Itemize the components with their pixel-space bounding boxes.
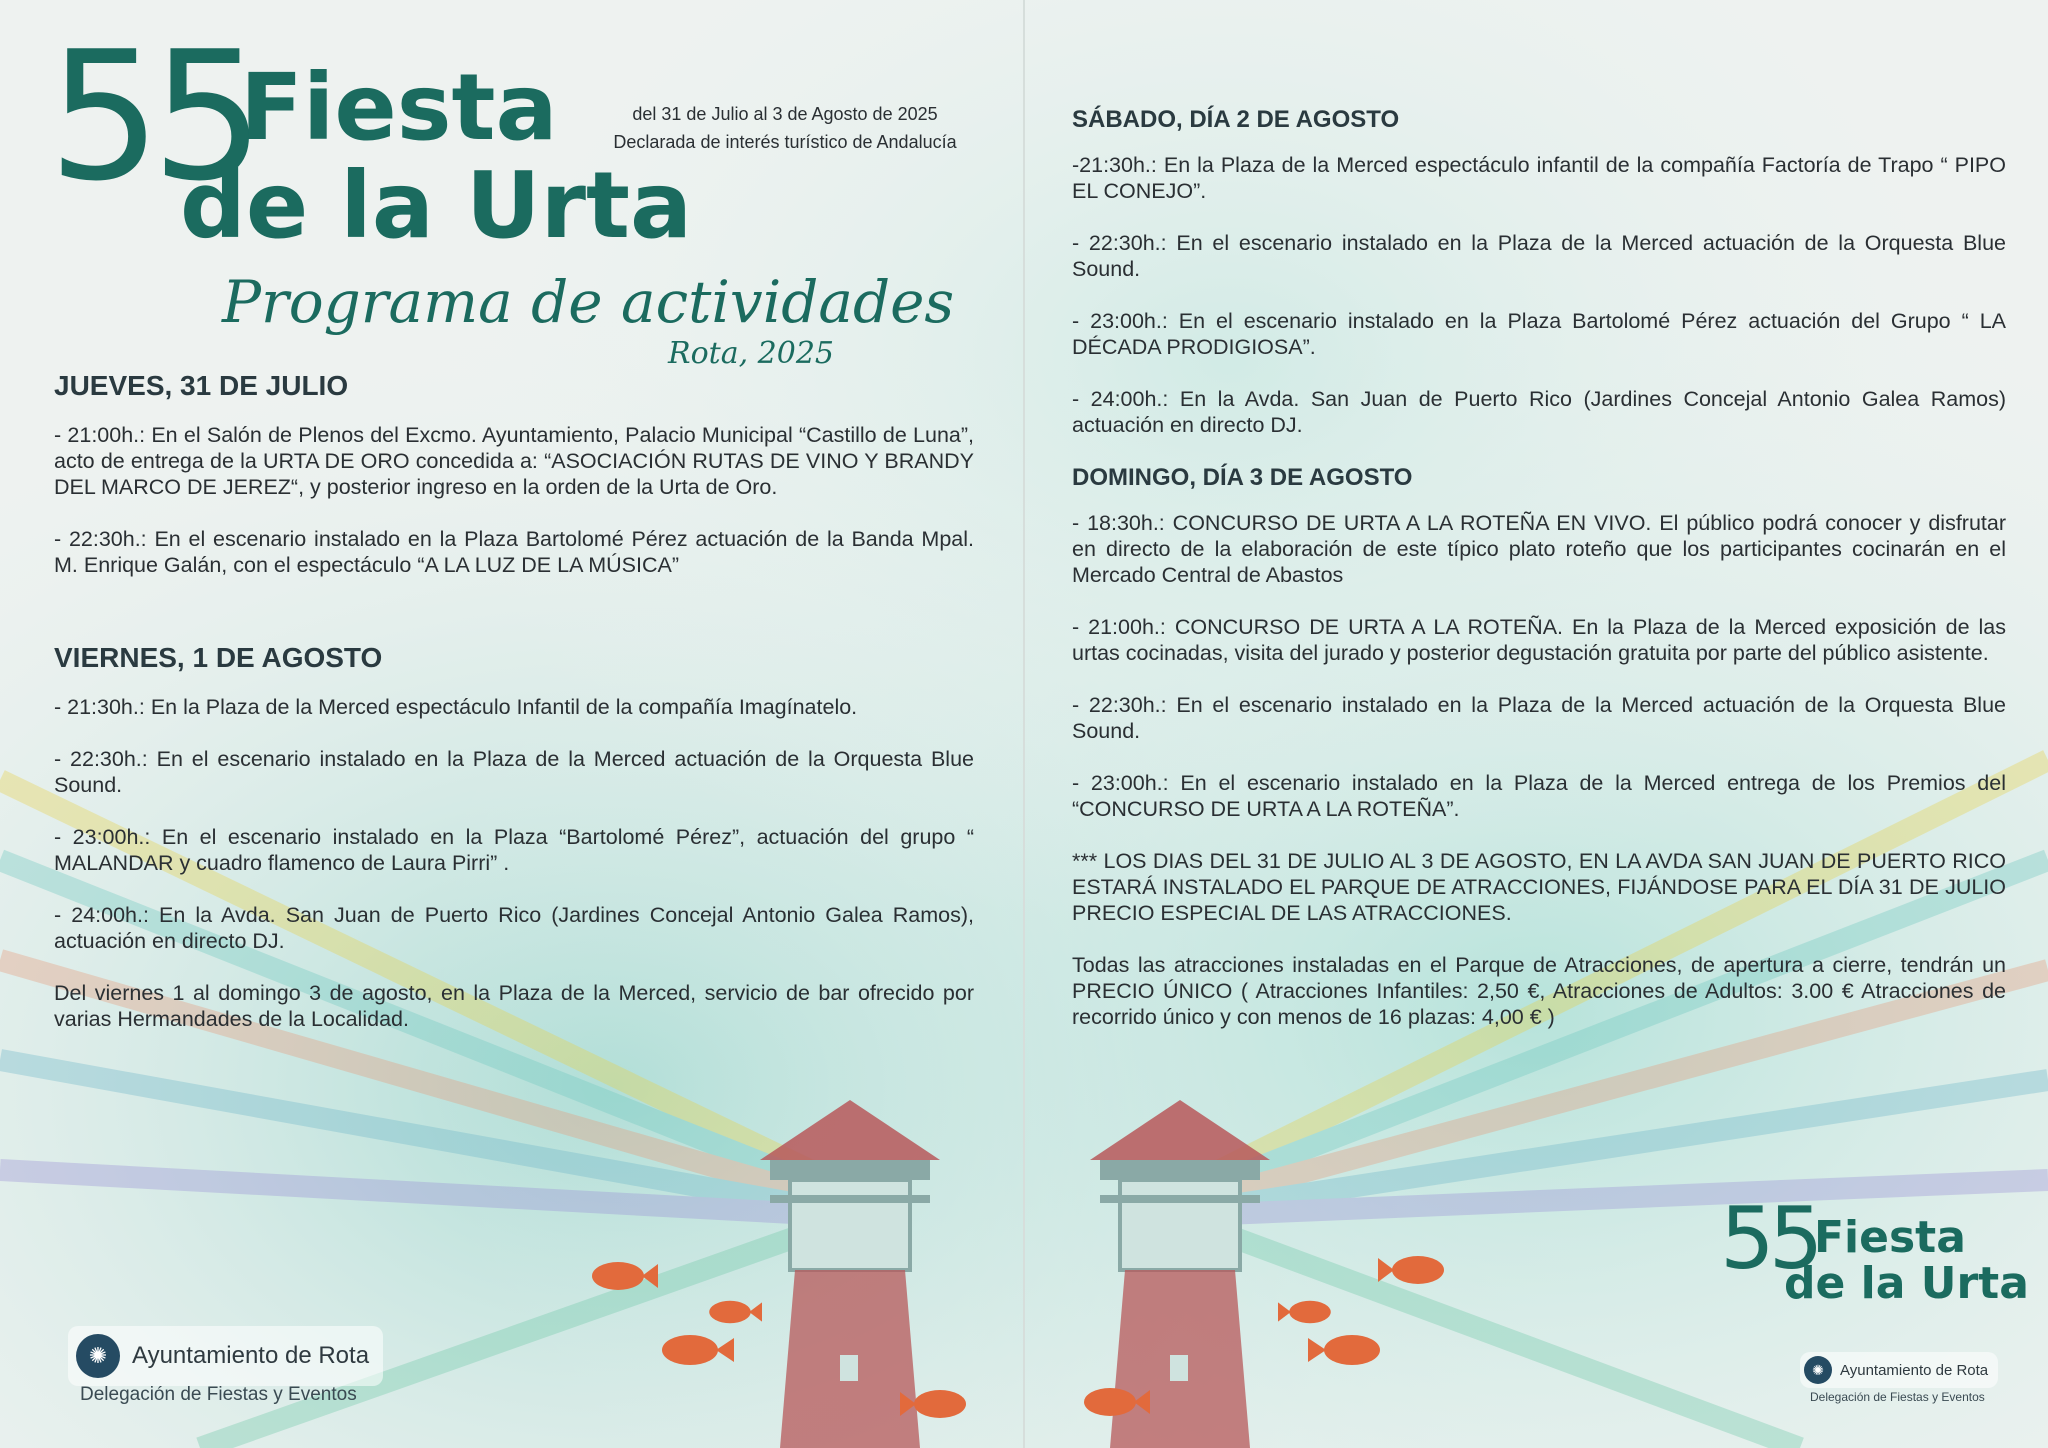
ayuntamiento-logo — [1800, 1352, 1998, 1388]
event-item: - 23:00h.: En el escenario instalado en la Plaza “Bartolomé Pérez”, actuación del grupo “ MALANDAR y cuadro flamenco de Laura Pirri” . — [54, 825, 974, 875]
attractions-prices: Todas las atracciones instaladas en el Parque de Atracciones, de apertura a cierre, tendrán un PRECIO ÚNICO ( Atracciones Infantiles: 2,50 €, Atracciones de Adultos: 3.00 € Atracciones de recorrido único y con menos de 16 plazas: 4,00 € ) — [1072, 953, 2006, 1029]
event-item: - 21:00h.: CONCURSO DE URTA A LA ROTEÑA. En la Plaza de la Merced exposición de las urtas cocinadas, visita del jurado y posterior degustación gratuita por parte del público asistente. — [1072, 615, 2006, 665]
title-line2: de la Urta — [180, 152, 693, 259]
dates-line: del 31 de Julio al 3 de Agosto de 2025 — [632, 104, 938, 124]
dates-block — [590, 100, 980, 156]
thursday-section — [54, 368, 974, 578]
small-edition-number: 55 — [1720, 1189, 1818, 1289]
logo-subtitle: Delegación de Fiestas y Eventos — [1810, 1390, 1985, 1404]
saturday-section — [1072, 104, 2006, 438]
ayuntamiento-logo — [68, 1326, 383, 1386]
event-item: - 22:30h.: En el escenario instalado en la Plaza de la Merced actuación de la Orquesta Blue Sound. — [54, 747, 974, 797]
declaration-line: Declarada de interés turístico de Andalucía — [613, 132, 957, 152]
event-item: - 18:30h.: CONCURSO DE URTA A LA ROTEÑA EN VIVO. El público podrá conocer y disfrutar en directo de la elaboración de este típico plato roteño que los participantes cocinarán en el Mercado Central de Abastos — [1072, 511, 2006, 587]
event-item: Del viernes 1 al domingo 3 de agosto, en la Plaza de la Merced, servicio de bar ofrecido por varias Hermandades de la Localidad. — [54, 981, 974, 1031]
place-year: Rota, 2025 — [668, 336, 835, 371]
city-seal-icon: ✺ — [76, 1334, 120, 1378]
title-line1: Fiesta — [240, 54, 558, 161]
logo-subtitle: Delegación de Fiestas y Eventos — [80, 1384, 357, 1405]
right-page — [1024, 0, 2048, 1448]
edition-number: 55 — [48, 13, 255, 220]
day-heading: SÁBADO, DÍA 2 DE AGOSTO — [1072, 106, 1400, 133]
program-subtitle: Programa de actividades — [222, 268, 955, 336]
event-item: - 22:30h.: En el escenario instalado en la Plaza de la Merced actuación de la Orquesta Blue Sound. — [1072, 693, 2006, 743]
logo-name: Ayuntamiento de Rota — [1840, 1361, 1989, 1379]
attractions-notice: *** LOS DIAS DEL 31 DE JULIO AL 3 DE AGOSTO, EN LA AVDA SAN JUAN DE PUERTO RICO ESTARÁ INSTALADO EL PARQUE DE ATRACCIONES, FIJÁNDOSE PARA EL DÍA 31 DE JULIO PRECIO ESPECIAL DE LAS ATRACCIONES. — [1072, 849, 2006, 925]
event-item: - 21:30h.: En la Plaza de la Merced espectáculo Infantil de la compañía Imagínatelo. — [54, 695, 858, 719]
city-seal-icon: ✺ — [1804, 1356, 1832, 1384]
small-title-line1: Fiesta — [1814, 1212, 1966, 1263]
sunday-section — [1072, 462, 2006, 1030]
event-item: - 24:00h.: En la Avda. San Juan de Puerto Rico (Jardines Concejal Antonio Galea Ramos) actuación en directo DJ. — [1072, 387, 2006, 437]
event-item: - 22:30h.: En el escenario instalado en la Plaza Bartolomé Pérez actuación de la Banda Mpal. M. Enrique Galán, con el espectáculo “A LA LUZ DE LA MÚSICA” — [54, 527, 974, 577]
event-item: - 22:30h.: En el escenario instalado en la Plaza de la Merced actuación de la Orquesta Blue Sound. — [1072, 231, 2006, 281]
logo-name: Ayuntamiento de Rota — [132, 1342, 370, 1369]
day-heading: VIERNES, 1 DE AGOSTO — [54, 642, 383, 673]
event-item: - 23:00h.: En el escenario instalado en la Plaza Bartolomé Pérez actuación del Grupo “ LA DÉCADA PRODIGIOSA”. — [1072, 309, 2006, 359]
event-item: - 21:00h.: En el Salón de Plenos del Excmo. Ayuntamiento, Palacio Municipal “Castillo de Luna”, acto de entrega de la URTA DE ORO concedida a: “ASOCIACIÓN RUTAS DE VINO Y BRANDY DEL MARCO DE JEREZ“, y posterior ingreso en la orden de la Urta de Oro. — [54, 423, 974, 499]
friday-section — [54, 640, 974, 1032]
small-title-line2: de la Urta — [1784, 1258, 2029, 1309]
event-item: - 24:00h.: En la Avda. San Juan de Puerto Rico (Jardines Concejal Antonio Galea Ramos), actuación en directo DJ. — [54, 903, 974, 953]
day-heading: JUEVES, 31 DE JULIO — [54, 370, 349, 401]
event-item: -21:30h.: En la Plaza de la Merced espectáculo infantil de la compañía Factoría de Trapo “ PIPO EL CONEJO”. — [1072, 153, 2006, 203]
event-item: - 23:00h.: En el escenario instalado en la Plaza de la Merced entrega de los Premios del “CONCURSO DE URTA A LA ROTEÑA”. — [1072, 771, 2006, 821]
day-heading: DOMINGO, DÍA 3 DE AGOSTO — [1072, 464, 1413, 491]
